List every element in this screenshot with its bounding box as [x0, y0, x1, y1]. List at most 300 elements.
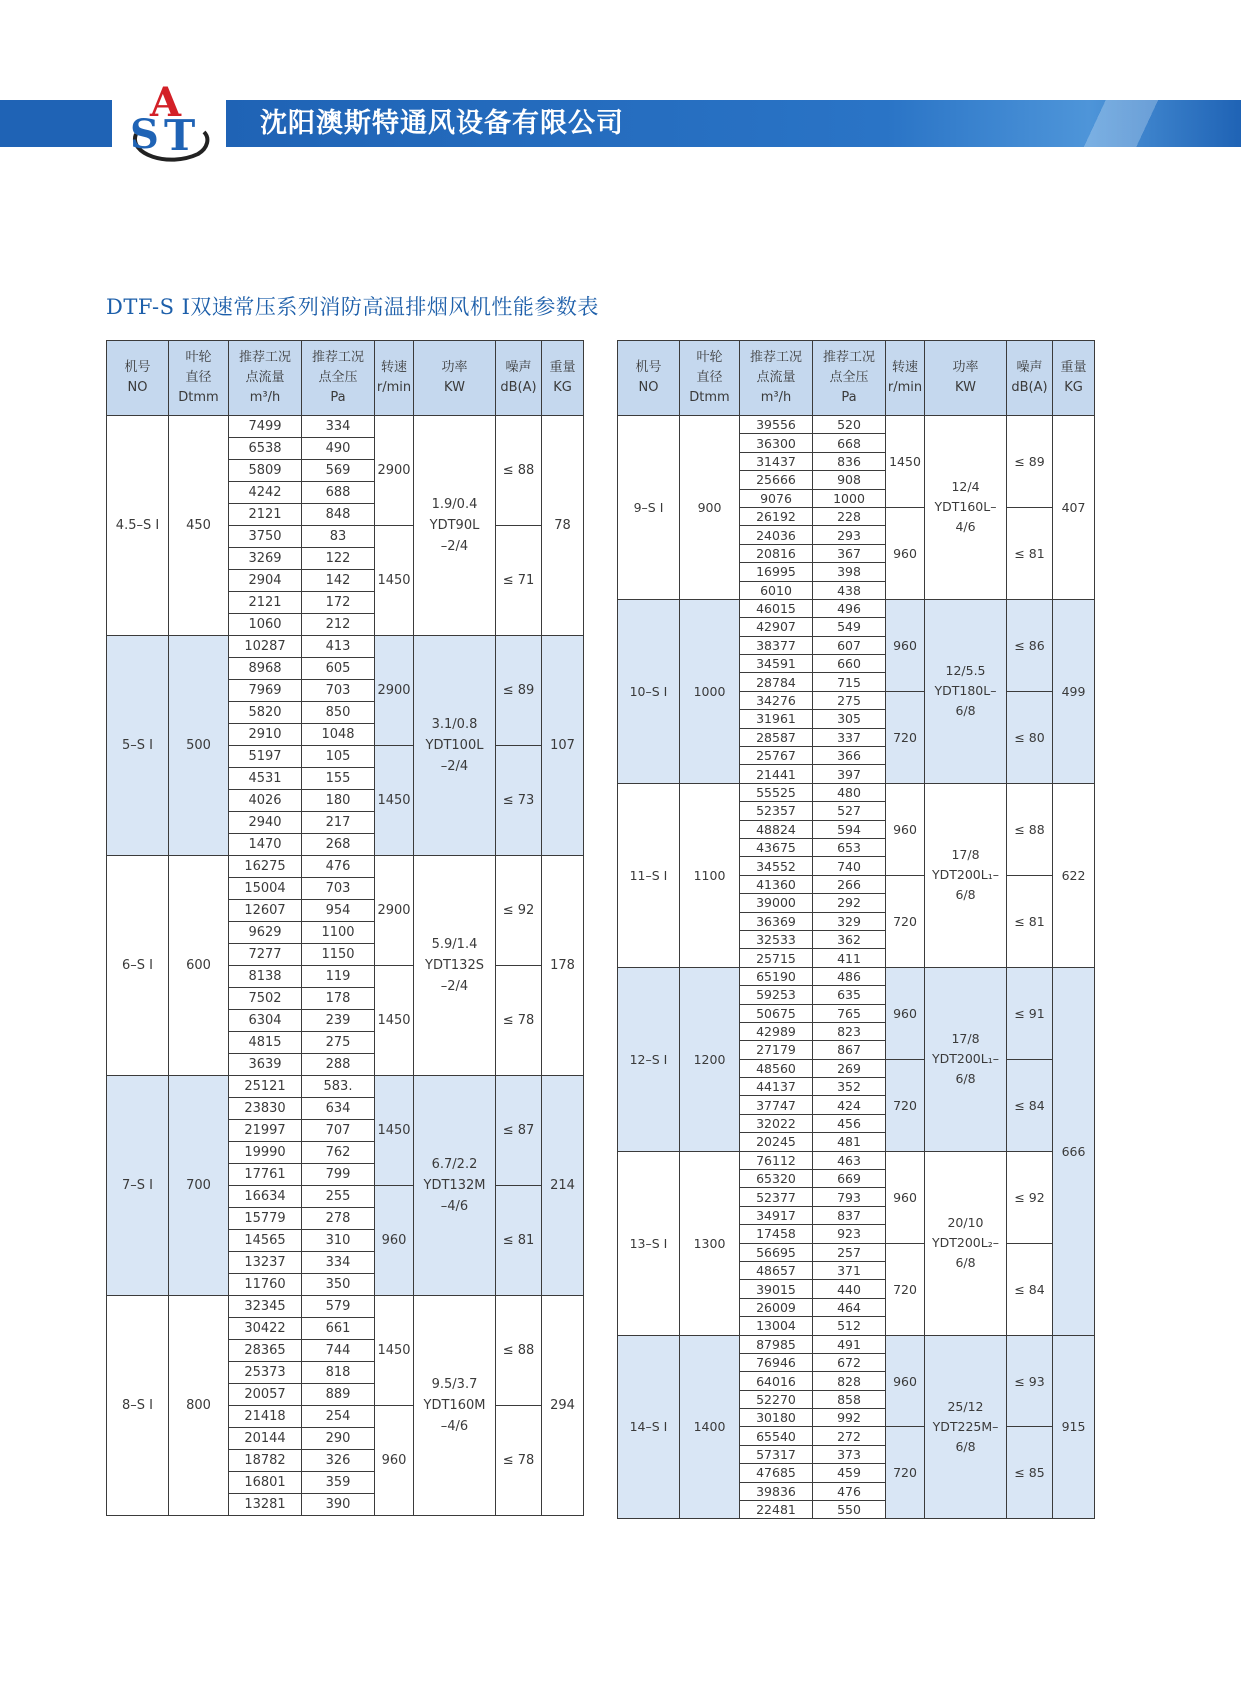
pressure-cell: 105: [302, 746, 375, 768]
noise-cell: ≤ 73: [496, 746, 542, 856]
flow-cell: 48657: [740, 1261, 813, 1279]
pressure-cell: 293: [813, 526, 886, 544]
flow-cell: 34276: [740, 691, 813, 709]
flow-cell: 34552: [740, 857, 813, 875]
header-noise: [1007, 341, 1053, 416]
flow-cell: 42989: [740, 1022, 813, 1040]
power-line: 12/5.5: [945, 663, 986, 679]
header-impeller: [680, 341, 740, 416]
pressure-cell: 476: [813, 1482, 886, 1500]
flow-cell: 15004: [229, 878, 302, 900]
pressure-cell: 217: [302, 812, 375, 834]
power-line: 5.9/1.4: [431, 937, 478, 952]
pressure-cell: 481: [813, 1133, 886, 1151]
header-band-stripe: [1001, 100, 1241, 147]
header-flow-line: 点流量: [756, 370, 796, 385]
header-weight-line: 重量: [549, 360, 576, 375]
header-noise-line: dB(A): [500, 380, 537, 395]
flow-cell: 57317: [740, 1445, 813, 1463]
pressure-cell: 661: [302, 1318, 375, 1340]
model-cell: 8–S Ⅰ: [107, 1296, 169, 1516]
flow-cell: 2121: [229, 504, 302, 526]
weight-cell: 178: [542, 856, 584, 1076]
pressure-cell: 549: [813, 618, 886, 636]
power-line: –4/6: [440, 1199, 469, 1214]
power-line: YDT160L–: [934, 499, 997, 515]
flow-cell: 48560: [740, 1059, 813, 1077]
header-power-line: 功率: [441, 360, 468, 375]
flow-cell: 39015: [740, 1280, 813, 1298]
noise-cell: ≤ 84: [1007, 1059, 1053, 1151]
flow-cell: 11760: [229, 1274, 302, 1296]
power-line: YDT200L₁–: [932, 1051, 999, 1067]
power-line: 6/8: [955, 1071, 976, 1087]
noise-cell: ≤ 93: [1007, 1335, 1053, 1427]
pressure-cell: 520: [813, 416, 886, 434]
power-cell: [414, 1076, 496, 1296]
pressure-cell: 583.: [302, 1076, 375, 1098]
header-flow-line: 推荐工况: [238, 350, 291, 365]
flow-cell: 31437: [740, 452, 813, 470]
weight-cell: 214: [542, 1076, 584, 1296]
flow-cell: 6538: [229, 438, 302, 460]
diameter-cell: 450: [169, 416, 229, 636]
pressure-cell: 527: [813, 802, 886, 820]
flow-cell: 34591: [740, 655, 813, 673]
flow-cell: 9076: [740, 489, 813, 507]
header-band-left: [0, 100, 112, 147]
header-weight-line: KG: [1064, 380, 1083, 395]
pressure-cell: 371: [813, 1261, 886, 1279]
flow-cell: 16995: [740, 563, 813, 581]
speed-cell: 2900: [375, 856, 414, 966]
header-impeller-line: 叶轮: [696, 350, 723, 365]
pressure-cell: 288: [302, 1054, 375, 1076]
power-line: 17/8: [951, 847, 980, 863]
company-logo: [128, 76, 210, 166]
speed-cell: 960: [886, 1335, 925, 1427]
power-line: 6/8: [955, 1255, 976, 1271]
diameter-cell: 600: [169, 856, 229, 1076]
flow-cell: 5197: [229, 746, 302, 768]
pressure-cell: 1100: [302, 922, 375, 944]
header-power-line: KW: [955, 380, 976, 395]
pressure-cell: 254: [302, 1406, 375, 1428]
flow-cell: 37747: [740, 1096, 813, 1114]
flow-cell: 12607: [229, 900, 302, 922]
noise-cell: ≤ 81: [1007, 875, 1053, 967]
flow-cell: 6010: [740, 581, 813, 599]
pressure-cell: 954: [302, 900, 375, 922]
flow-cell: 7969: [229, 680, 302, 702]
pressure-cell: 352: [813, 1078, 886, 1096]
flow-cell: 59253: [740, 986, 813, 1004]
flow-cell: 32345: [229, 1296, 302, 1318]
pressure-cell: 334: [302, 416, 375, 438]
flow-cell: 23830: [229, 1098, 302, 1120]
pressure-cell: 119: [302, 966, 375, 988]
pressure-cell: 635: [813, 986, 886, 1004]
flow-cell: 31961: [740, 710, 813, 728]
header-model: [107, 341, 169, 416]
power-cell: [414, 416, 496, 636]
table-row: [618, 967, 1095, 985]
flow-cell: 42907: [740, 618, 813, 636]
company-name: 沈阳澳斯特通风设备有限公司: [260, 108, 624, 139]
flow-cell: 30422: [229, 1318, 302, 1340]
table-row: [107, 636, 584, 658]
header-flow-line: m³/h: [249, 390, 281, 405]
header-speed-line: r/min: [887, 380, 923, 395]
power-cell: [925, 599, 1007, 783]
pressure-cell: 490: [302, 438, 375, 460]
spec-table-left: [106, 340, 584, 1516]
pressure-cell: 275: [813, 691, 886, 709]
pressure-cell: 550: [813, 1501, 886, 1519]
flow-cell: 22481: [740, 1501, 813, 1519]
pressure-cell: 480: [813, 783, 886, 801]
diameter-cell: 500: [169, 636, 229, 856]
power-line: YDT200L₁–: [932, 867, 999, 883]
noise-cell: ≤ 86: [1007, 599, 1053, 691]
noise-cell: ≤ 78: [496, 966, 542, 1076]
power-cell: [414, 856, 496, 1076]
pressure-cell: 440: [813, 1280, 886, 1298]
flow-cell: 52377: [740, 1188, 813, 1206]
speed-cell: 2900: [375, 636, 414, 746]
speed-cell: 960: [886, 507, 925, 599]
flow-cell: 6304: [229, 1010, 302, 1032]
pressure-cell: 793: [813, 1188, 886, 1206]
pressure-cell: 740: [813, 857, 886, 875]
header-power-line: KW: [444, 380, 465, 395]
header-pressure: [302, 341, 375, 416]
pressure-cell: 456: [813, 1114, 886, 1132]
header-pressure: [813, 341, 886, 416]
noise-cell: ≤ 92: [496, 856, 542, 966]
flow-cell: 38377: [740, 636, 813, 654]
power-line: 6/8: [955, 703, 976, 719]
flow-cell: 18782: [229, 1450, 302, 1472]
pressure-cell: 579: [302, 1296, 375, 1318]
power-line: –2/4: [440, 539, 469, 554]
noise-cell: ≤ 80: [1007, 691, 1053, 783]
flow-cell: 4815: [229, 1032, 302, 1054]
speed-cell: 1450: [375, 1076, 414, 1186]
pressure-cell: 744: [302, 1340, 375, 1362]
flow-cell: 5820: [229, 702, 302, 724]
pressure-cell: 459: [813, 1464, 886, 1482]
diameter-cell: 1200: [680, 967, 740, 1151]
flow-cell: 47685: [740, 1464, 813, 1482]
pressure-cell: 491: [813, 1335, 886, 1353]
pressure-cell: 373: [813, 1445, 886, 1463]
flow-cell: 13004: [740, 1317, 813, 1335]
pressure-cell: 867: [813, 1041, 886, 1059]
flow-cell: 25715: [740, 949, 813, 967]
pressure-cell: 278: [302, 1208, 375, 1230]
flow-cell: 2904: [229, 570, 302, 592]
diameter-cell: 1100: [680, 783, 740, 967]
pressure-cell: 569: [302, 460, 375, 482]
model-cell: 10–S Ⅰ: [618, 599, 680, 783]
header-noise: [496, 341, 542, 416]
power-line: 4/6: [955, 519, 976, 535]
pressure-cell: 266: [813, 875, 886, 893]
table-row: [618, 599, 1095, 617]
noise-cell: ≤ 87: [496, 1076, 542, 1186]
pressure-cell: 310: [302, 1230, 375, 1252]
header-speed-line: 转速: [380, 360, 407, 375]
power-cell: [414, 1296, 496, 1516]
speed-cell: 960: [375, 1186, 414, 1296]
header-noise-line: dB(A): [1011, 380, 1048, 395]
flow-cell: 28365: [229, 1340, 302, 1362]
pressure-cell: 668: [813, 434, 886, 452]
header-impeller: [169, 341, 229, 416]
speed-cell: 720: [886, 1059, 925, 1151]
pressure-cell: 172: [302, 592, 375, 614]
speed-cell: 1450: [375, 966, 414, 1076]
flow-cell: 39836: [740, 1482, 813, 1500]
flow-cell: 5809: [229, 460, 302, 482]
power-cell: [925, 967, 1007, 1151]
flow-cell: 2910: [229, 724, 302, 746]
noise-cell: ≤ 84: [1007, 1243, 1053, 1335]
power-cell: [414, 636, 496, 856]
header-impeller-line: 直径: [185, 370, 212, 385]
pressure-cell: 889: [302, 1384, 375, 1406]
pressure-cell: 228: [813, 507, 886, 525]
pressure-cell: 496: [813, 599, 886, 617]
pressure-cell: 142: [302, 570, 375, 592]
flow-cell: 25666: [740, 471, 813, 489]
logo-letter-t: T: [164, 111, 196, 160]
flow-cell: 64016: [740, 1372, 813, 1390]
pressure-cell: 366: [813, 747, 886, 765]
power-line: YDT132M: [423, 1178, 486, 1193]
header-pressure-line: 点全压: [829, 370, 869, 385]
flow-cell: 76112: [740, 1151, 813, 1169]
pressure-cell: 180: [302, 790, 375, 812]
weight-cell: 107: [542, 636, 584, 856]
flow-cell: 4026: [229, 790, 302, 812]
header-flow-line: m³/h: [760, 390, 792, 405]
power-line: 1.9/0.4: [431, 497, 478, 512]
power-cell: [925, 1151, 1007, 1335]
power-line: 20/10: [947, 1215, 984, 1231]
noise-cell: ≤ 92: [1007, 1151, 1053, 1243]
flow-cell: 7277: [229, 944, 302, 966]
power-line: YDT180L–: [934, 683, 997, 699]
pressure-cell: 390: [302, 1494, 375, 1516]
pressure-cell: 715: [813, 673, 886, 691]
pressure-cell: 669: [813, 1170, 886, 1188]
weight-cell: 915: [1053, 1335, 1095, 1519]
header-weight: [542, 341, 584, 416]
header-pressure-line: Pa: [841, 390, 857, 405]
pressure-cell: 850: [302, 702, 375, 724]
header-flow: [229, 341, 302, 416]
flow-cell: 76946: [740, 1353, 813, 1371]
flow-cell: 13237: [229, 1252, 302, 1274]
speed-cell: 960: [886, 599, 925, 691]
pressure-cell: 605: [302, 658, 375, 680]
power-line: YDT100L: [425, 738, 484, 753]
power-line: 3.1/0.8: [431, 717, 478, 732]
pressure-cell: 212: [302, 614, 375, 636]
pressure-cell: 660: [813, 655, 886, 673]
flow-cell: 20245: [740, 1133, 813, 1151]
flow-cell: 16275: [229, 856, 302, 878]
flow-cell: 36300: [740, 434, 813, 452]
speed-cell: 1450: [886, 416, 925, 508]
flow-cell: 25121: [229, 1076, 302, 1098]
pressure-cell: 326: [302, 1450, 375, 1472]
pressure-cell: 362: [813, 930, 886, 948]
header-pressure-line: Pa: [330, 390, 346, 405]
power-line: YDT225M–: [932, 1418, 999, 1434]
pressure-cell: 703: [302, 680, 375, 702]
speed-cell: 2900: [375, 416, 414, 526]
pressure-cell: 594: [813, 820, 886, 838]
power-line: 25/12: [947, 1398, 984, 1414]
table-row: [107, 1296, 584, 1318]
pressure-cell: 359: [302, 1472, 375, 1494]
header-flow-line: 推荐工况: [749, 350, 802, 365]
pressure-cell: 334: [302, 1252, 375, 1274]
speed-cell: 960: [375, 1406, 414, 1516]
noise-cell: ≤ 81: [1007, 507, 1053, 599]
speed-cell: 720: [886, 691, 925, 783]
flow-cell: 27179: [740, 1041, 813, 1059]
flow-cell: 3750: [229, 526, 302, 548]
flow-cell: 20144: [229, 1428, 302, 1450]
flow-cell: 44137: [740, 1078, 813, 1096]
speed-cell: 960: [886, 967, 925, 1059]
pressure-cell: 1000: [813, 489, 886, 507]
flow-cell: 8968: [229, 658, 302, 680]
pressure-cell: 290: [302, 1428, 375, 1450]
power-cell: [925, 1335, 1007, 1519]
power-line: 17/8: [951, 1031, 980, 1047]
header-noise-line: 噪声: [505, 360, 532, 375]
power-line: 6/8: [955, 887, 976, 903]
header-model: [618, 341, 680, 416]
model-cell: 5–S Ⅰ: [107, 636, 169, 856]
flow-cell: 52357: [740, 802, 813, 820]
noise-cell: ≤ 85: [1007, 1427, 1053, 1519]
table-row: [618, 416, 1095, 434]
flow-cell: 8138: [229, 966, 302, 988]
flow-cell: 21441: [740, 765, 813, 783]
header-power: [414, 341, 496, 416]
pressure-cell: 269: [813, 1059, 886, 1077]
pressure-cell: 799: [302, 1164, 375, 1186]
power-cell: [925, 416, 1007, 600]
power-line: –4/6: [440, 1419, 469, 1434]
flow-cell: 50675: [740, 1004, 813, 1022]
flow-cell: 4531: [229, 768, 302, 790]
flow-cell: 65190: [740, 967, 813, 985]
noise-cell: ≤ 88: [496, 1296, 542, 1406]
model-cell: 11–S Ⅰ: [618, 783, 680, 967]
header-impeller-line: Dtmm: [689, 390, 730, 405]
pressure-cell: 837: [813, 1206, 886, 1224]
header-power: [925, 341, 1007, 416]
table-row: [618, 1335, 1095, 1353]
pressure-cell: 83: [302, 526, 375, 548]
logo-letter-a: A: [150, 79, 182, 126]
flow-cell: 21418: [229, 1406, 302, 1428]
flow-cell: 21997: [229, 1120, 302, 1142]
flow-cell: 20057: [229, 1384, 302, 1406]
pressure-cell: 329: [813, 912, 886, 930]
weight-cell: 407: [1053, 416, 1095, 600]
header-impeller-line: 叶轮: [185, 350, 212, 365]
flow-cell: 26192: [740, 507, 813, 525]
header-impeller-line: 直径: [696, 370, 723, 385]
power-line: YDT160M: [423, 1398, 486, 1413]
model-cell: 9–S Ⅰ: [618, 416, 680, 600]
power-line: 9.5/3.7: [431, 1377, 478, 1392]
power-line: –2/4: [440, 979, 469, 994]
pressure-cell: 858: [813, 1390, 886, 1408]
header-model-line: 机号: [124, 360, 151, 375]
flow-cell: 4242: [229, 482, 302, 504]
pressure-cell: 239: [302, 1010, 375, 1032]
logo-letter-s: S: [130, 111, 159, 158]
diameter-cell: 700: [169, 1076, 229, 1296]
flow-cell: 10287: [229, 636, 302, 658]
flow-cell: 39000: [740, 894, 813, 912]
pressure-cell: 463: [813, 1151, 886, 1169]
power-line: –2/4: [440, 759, 469, 774]
flow-cell: 52270: [740, 1390, 813, 1408]
spec-table-right: [617, 340, 1095, 1519]
pressure-cell: 367: [813, 544, 886, 562]
pressure-cell: 424: [813, 1096, 886, 1114]
flow-cell: 25767: [740, 747, 813, 765]
pressure-cell: 122: [302, 548, 375, 570]
speed-cell: 720: [886, 875, 925, 967]
flow-cell: 7502: [229, 988, 302, 1010]
flow-cell: 65320: [740, 1170, 813, 1188]
flow-cell: 1470: [229, 834, 302, 856]
pressure-cell: 398: [813, 563, 886, 581]
pressure-cell: 923: [813, 1225, 886, 1243]
diameter-cell: 1400: [680, 1335, 740, 1519]
pressure-cell: 823: [813, 1022, 886, 1040]
flow-cell: 3269: [229, 548, 302, 570]
model-cell: 7–S Ⅰ: [107, 1076, 169, 1296]
speed-cell: 720: [886, 1243, 925, 1335]
header-pressure-line: 推荐工况: [311, 350, 364, 365]
header-weight: [1053, 341, 1095, 416]
flow-cell: 16801: [229, 1472, 302, 1494]
noise-cell: ≤ 88: [1007, 783, 1053, 875]
weight-cell: 666: [1053, 967, 1095, 1335]
pressure-cell: 703: [302, 878, 375, 900]
pressure-cell: 992: [813, 1409, 886, 1427]
pressure-cell: 848: [302, 504, 375, 526]
speed-cell: 960: [886, 1151, 925, 1243]
pressure-cell: 397: [813, 765, 886, 783]
pressure-cell: 292: [813, 894, 886, 912]
flow-cell: 16634: [229, 1186, 302, 1208]
header-row: [618, 341, 1095, 416]
pressure-cell: 272: [813, 1427, 886, 1445]
